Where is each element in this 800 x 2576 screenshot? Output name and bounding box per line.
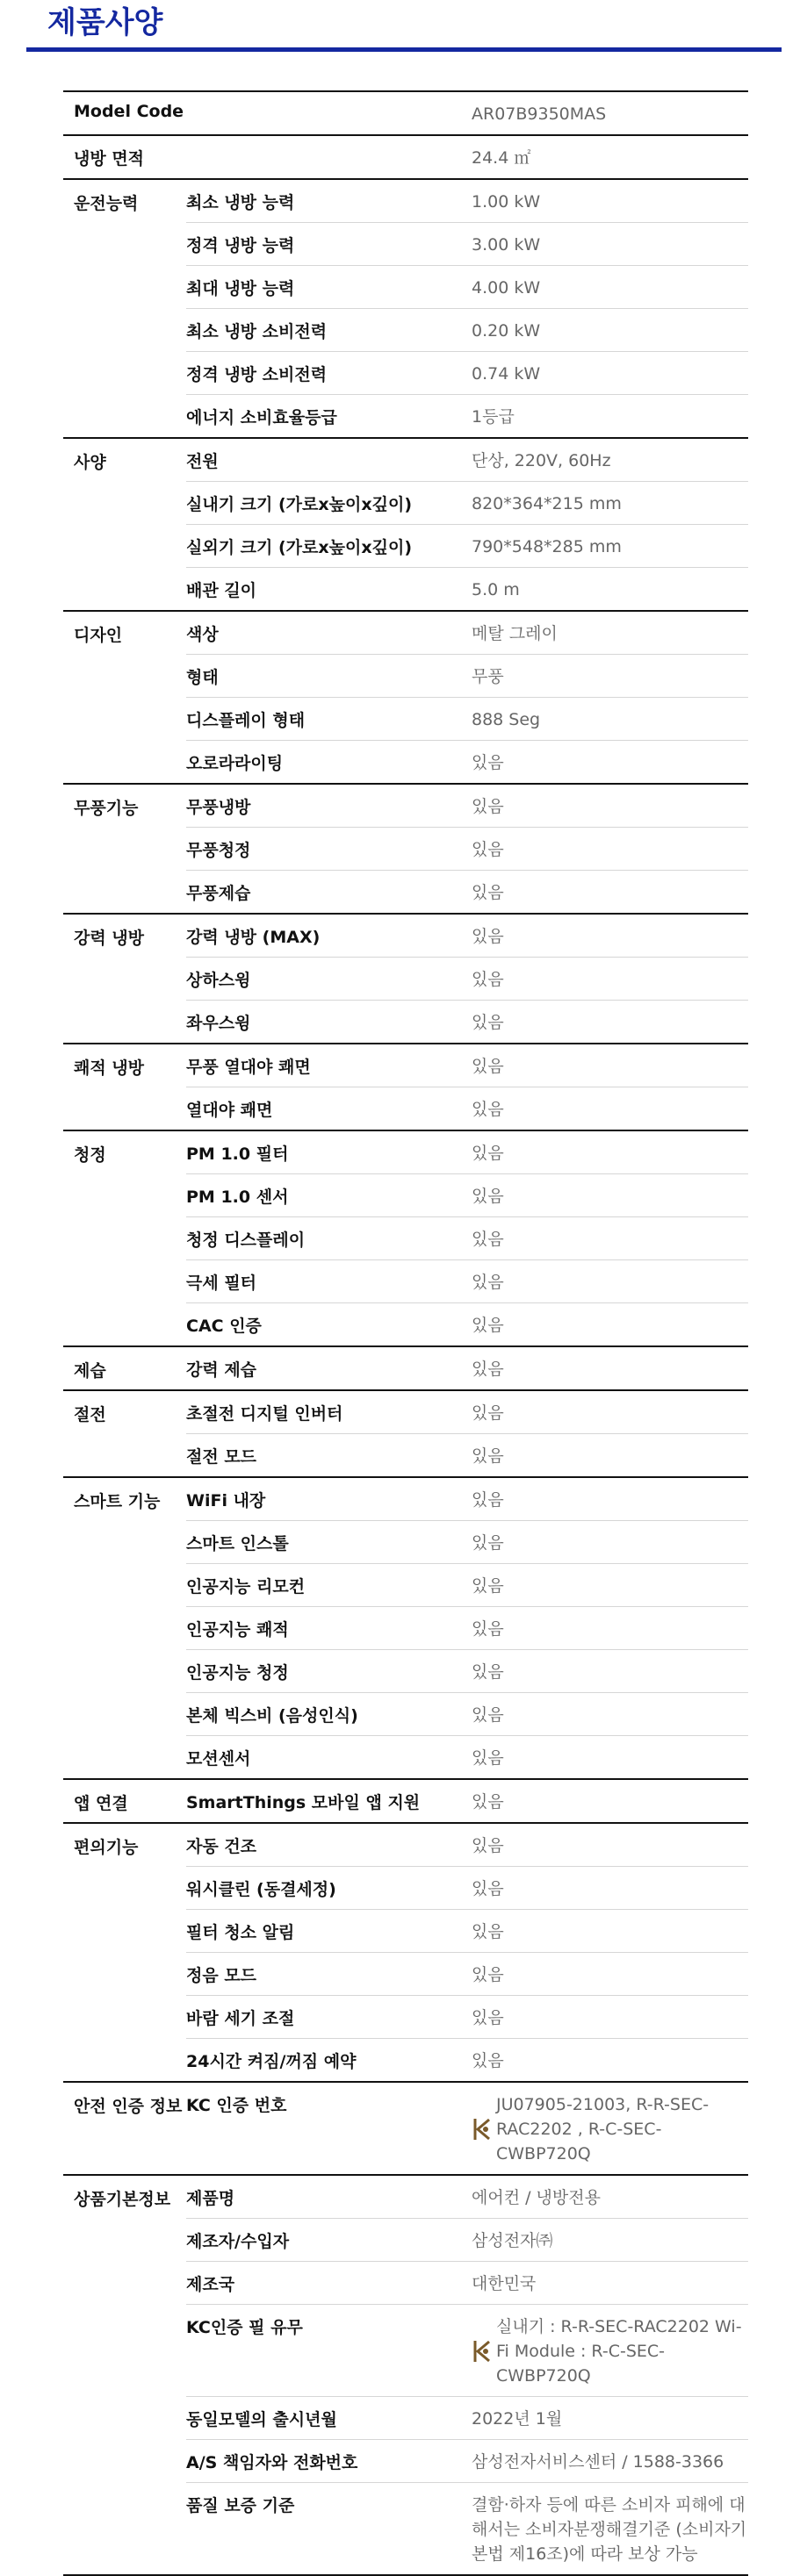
- spec-label: PM 1.0 필터: [186, 1144, 289, 1164]
- spec-value: 있음: [472, 1144, 504, 1163]
- spec-label: 본체 빅스비 (음성인식): [186, 1706, 358, 1726]
- spec-value: 있음: [472, 1490, 504, 1510]
- spec-label: 정격 냉방 소비전력: [186, 365, 328, 384]
- spec-row: [186, 827, 748, 870]
- spec-group: [63, 913, 748, 1043]
- spec-value: 있음: [472, 1879, 504, 1898]
- spec-row: [186, 957, 748, 1000]
- spec-label: 강력 냉방 (MAX): [186, 928, 321, 947]
- spec-label: 최소 냉방 소비전력: [186, 322, 328, 341]
- spec-group: [63, 1389, 748, 1476]
- spec-group: [63, 1345, 748, 1389]
- spec-value: 삼성전자서비스센터 / 1588-3366: [472, 2452, 724, 2472]
- spec-row: [186, 654, 748, 697]
- spec-label: WiFi 내장: [186, 1491, 266, 1510]
- spec-label: 필터 청소 알림: [186, 1923, 295, 1942]
- spec-label: 전원: [186, 452, 219, 471]
- spec-group: [63, 610, 748, 783]
- spec-group: [63, 2081, 748, 2174]
- spec-label: PM 1.0 센서: [186, 1188, 289, 1207]
- spec-value: 있음: [472, 1100, 504, 1119]
- spec-label: 좌우스윙: [186, 1014, 251, 1033]
- group-label: 사양: [74, 453, 106, 472]
- spec-label: 모션센서: [186, 1749, 251, 1769]
- spec-value-kc: [472, 2083, 748, 2174]
- spec-row: [186, 1995, 748, 2038]
- spec-value: 24.4 ㎡: [472, 148, 531, 168]
- spec-value: 3.00 kW: [472, 235, 541, 255]
- spec-value: 무풍: [472, 667, 504, 686]
- spec-label: 무풍냉방: [186, 798, 251, 817]
- spec-group-model: [63, 90, 748, 134]
- spec-row: [186, 697, 748, 740]
- spec-label: 실내기 크기 (가로x높이x깊이): [186, 495, 413, 514]
- spec-label: 에너지 소비효율등급: [186, 408, 337, 427]
- spec-value: 있음: [472, 1748, 504, 1768]
- kc-mark-icon: [472, 2338, 493, 2364]
- spec-row: [186, 1216, 748, 1259]
- spec-value: 있음: [472, 1230, 504, 1249]
- spec-row-model-code: [63, 92, 748, 134]
- spec-label: 인공지능 리모컨: [186, 1577, 306, 1597]
- spec-value: 메탈 그레이: [472, 624, 558, 643]
- spec-label: 24시간 켜짐/꺼짐 예약: [186, 2052, 357, 2071]
- title-area: [26, 0, 782, 52]
- spec-row: [186, 1606, 748, 1649]
- spec-label: 바람 세기 조절: [186, 2009, 295, 2028]
- spec-row: [186, 1087, 748, 1130]
- spec-value: 있음: [472, 927, 504, 946]
- spec-value: 5.0 m: [472, 580, 520, 599]
- spec-row: [186, 612, 748, 654]
- kc-mark-icon: [472, 2116, 493, 2142]
- spec-group: [63, 1778, 748, 1822]
- spec-label: 초절전 디지털 인버터: [186, 1404, 343, 1424]
- spec-label: 형태: [186, 668, 219, 687]
- spec-label: SmartThings 모바일 앱 지원: [186, 1793, 421, 1812]
- spec-row: [186, 2482, 748, 2574]
- spec-value: 있음: [472, 1013, 504, 1032]
- spec-label: 정격 냉방 능력: [186, 236, 295, 255]
- spec-label: 인공지능 쾌적: [186, 1620, 289, 1640]
- spec-value: 1.00 kW: [472, 192, 541, 212]
- group-label: 제습: [74, 1361, 106, 1381]
- spec-value-kc: [472, 2305, 748, 2396]
- spec-row: [186, 2038, 748, 2081]
- spec-row: [186, 1131, 748, 1173]
- spec-value: 있음: [472, 883, 504, 902]
- spec-label: 최대 냉방 능력: [186, 279, 295, 298]
- spec-value: 있음: [472, 1057, 504, 1076]
- spec-label: 냉방 면적: [74, 149, 145, 169]
- spec-label: 무풍 열대야 쾌면: [186, 1058, 311, 1077]
- spec-label: Model Code: [74, 102, 184, 121]
- spec-value: 2022년 1월: [472, 2409, 563, 2429]
- spec-value: 790*548*285 mm: [472, 537, 622, 556]
- spec-value: 있음: [472, 1360, 504, 1379]
- spec-row: [186, 1649, 748, 1692]
- spec-value: 있음: [472, 1619, 504, 1639]
- spec-row: [186, 1478, 748, 1520]
- spec-row: [186, 915, 748, 957]
- spec-label: CAC 인증: [186, 1317, 262, 1336]
- spec-row: [186, 1735, 748, 1778]
- spec-value: 820*364*215 mm: [472, 494, 622, 513]
- spec-value: 있음: [472, 1533, 504, 1553]
- spec-row: [186, 1866, 748, 1909]
- spec-value: 있음: [472, 1187, 504, 1206]
- group-label: 운전능력: [74, 194, 139, 213]
- spec-value: 4.00 kW: [472, 278, 541, 298]
- spec-label: 동일모델의 출시년월: [186, 2410, 337, 2429]
- spec-value: 있음: [472, 1316, 504, 1335]
- kc-text: 실내기 : R-R-SEC-RAC2202 Wi-Fi Module : R-C-SEC-CWBP720Q: [496, 2317, 742, 2386]
- spec-row: [186, 222, 748, 265]
- spec-label: 제품명: [186, 2189, 235, 2208]
- spec-value: 삼성전자㈜: [472, 2231, 553, 2250]
- group-label: 디자인: [74, 626, 123, 645]
- spec-value: 있음: [472, 797, 504, 816]
- spec-row: [186, 1563, 748, 1606]
- spec-row: [186, 2083, 748, 2174]
- spec-row: [186, 2261, 748, 2304]
- spec-value: 있음: [472, 1403, 504, 1423]
- group-label: 무풍기능: [74, 799, 139, 818]
- spec-label: 제조국: [186, 2275, 235, 2294]
- group-label: 앱 연결: [74, 1794, 128, 1813]
- title-divider: [26, 47, 782, 52]
- spec-value: 있음: [472, 1836, 504, 1855]
- group-label: 청정: [74, 1145, 106, 1165]
- spec-value: 있음: [472, 970, 504, 989]
- spec-row: [186, 1952, 748, 1995]
- spec-value: 단상, 220V, 60Hz: [472, 451, 611, 470]
- spec-value: 결함·하자 등에 따른 소비자 피해에 대해서는 소비자분쟁해결기준 (소비자기본법 제16조)에 따라 보상 가능: [472, 2495, 747, 2564]
- spec-row: [186, 2304, 748, 2396]
- spec-label: 디스플레이 형태: [186, 711, 306, 730]
- group-label: 절전: [74, 1405, 106, 1424]
- spec-label: 품질 보증 기준: [186, 2496, 295, 2515]
- group-label: 쾌적 냉방: [74, 1058, 145, 1078]
- spec-row: [186, 1302, 748, 1345]
- spec-group: [63, 1043, 748, 1130]
- spec-group: [63, 1822, 748, 2081]
- spec-row: [186, 1391, 748, 1433]
- spec-label: KC인증 필 유무: [186, 2318, 303, 2337]
- spec-group: [63, 437, 748, 610]
- spec-label: 실외기 크기 (가로x높이x깊이): [186, 538, 413, 557]
- spec-label: 무풍제습: [186, 884, 251, 903]
- spec-row: [186, 1173, 748, 1216]
- spec-row: [186, 2218, 748, 2261]
- spec-row: [186, 2176, 748, 2218]
- spec-row: [186, 1520, 748, 1563]
- spec-row: [186, 1259, 748, 1302]
- spec-value: 있음: [472, 1922, 504, 1941]
- spec-label: 정음 모드: [186, 1966, 257, 1985]
- spec-label: 색상: [186, 625, 219, 644]
- spec-label: KC 인증 번호: [186, 2096, 287, 2115]
- spec-value: 있음: [472, 2008, 504, 2027]
- spec-label: 오로라라이팅: [186, 754, 284, 773]
- spec-row: [186, 740, 748, 783]
- spec-row: [186, 1780, 748, 1822]
- spec-label: 절전 모드: [186, 1447, 257, 1467]
- spec-row: [186, 308, 748, 351]
- spec-value: 888 Seg: [472, 710, 541, 729]
- spec-group-area: [63, 134, 748, 178]
- spec-label: A/S 책임자와 전화번호: [186, 2453, 358, 2472]
- spec-row: [186, 1824, 748, 1866]
- spec-row: [186, 351, 748, 394]
- spec-value: 있음: [472, 753, 504, 772]
- spec-value: 1등급: [472, 407, 515, 427]
- spec-value: 있음: [472, 1446, 504, 1466]
- spec-value: 있음: [472, 1792, 504, 1812]
- spec-label: 최소 냉방 능력: [186, 193, 295, 212]
- spec-label: 배관 길이: [186, 581, 257, 600]
- spec-value: 대한민국: [472, 2274, 537, 2293]
- spec-label: 인공지능 청정: [186, 1663, 289, 1683]
- spec-value: 에어컨 / 냉방전용: [472, 2188, 601, 2207]
- spec-row: [186, 265, 748, 308]
- spec-group: [63, 2174, 748, 2576]
- spec-row: [186, 1347, 748, 1389]
- spec-group: [63, 1130, 748, 1345]
- spec-group: [63, 1476, 748, 1778]
- group-label: 상품기본정보: [74, 2190, 171, 2209]
- spec-value: 있음: [472, 1705, 504, 1725]
- group-label: 강력 냉방: [74, 929, 145, 948]
- spec-row: [186, 1692, 748, 1735]
- spec-value: 있음: [472, 840, 504, 859]
- spec-value: 0.74 kW: [472, 364, 541, 384]
- spec-row: [186, 1044, 748, 1087]
- spec-row: [186, 870, 748, 913]
- spec-row: [186, 180, 748, 222]
- spec-row: [186, 481, 748, 524]
- spec-label: 청정 디스플레이: [186, 1231, 306, 1250]
- spec-label: 열대야 쾌면: [186, 1101, 273, 1120]
- spec-label: 강력 제습: [186, 1360, 257, 1380]
- spec-label: 워시클린 (동결세정): [186, 1880, 336, 1899]
- spec-row: [186, 567, 748, 610]
- spec-label: 극세 필터: [186, 1274, 257, 1293]
- spec-label: 상하스윙: [186, 971, 251, 990]
- page-title: 제품사양: [47, 5, 163, 40]
- spec-row: [186, 439, 748, 481]
- group-label: 안전 인증 정보: [74, 2097, 183, 2116]
- spec-row: [186, 1909, 748, 1952]
- spec-value: 있음: [472, 1273, 504, 1292]
- group-label: 편의기능: [74, 1838, 139, 1857]
- spec-row: [186, 785, 748, 827]
- spec-value: 있음: [472, 1965, 504, 1984]
- spec-row: [186, 1000, 748, 1043]
- spec-value: 있음: [472, 2051, 504, 2070]
- spec-value: 0.20 kW: [472, 321, 541, 341]
- spec-label: 자동 건조: [186, 1837, 257, 1856]
- spec-row: [186, 394, 748, 437]
- group-label: 스마트 기능: [74, 1492, 161, 1511]
- spec-row: [186, 524, 748, 567]
- spec-label: 제조자/수입자: [186, 2232, 290, 2251]
- kc-text: JU07905-21003, R-R-SEC-RAC2202 , R-C-SEC-CWBP720Q: [496, 2095, 710, 2163]
- spec-value: 있음: [472, 1576, 504, 1596]
- spec-group: [63, 178, 748, 437]
- spec-label: 무풍청정: [186, 841, 251, 860]
- spec-label: 스마트 인스톨: [186, 1534, 289, 1553]
- spec-value: 있음: [472, 1662, 504, 1682]
- spec-row: [186, 2396, 748, 2439]
- spec-row: [186, 1433, 748, 1476]
- spec-row-cooling-area: [63, 136, 748, 178]
- spec-group: [63, 783, 748, 913]
- spec-value: AR07B9350MAS: [472, 104, 607, 124]
- spec-row: [186, 2439, 748, 2482]
- spec-table: [63, 90, 748, 2576]
